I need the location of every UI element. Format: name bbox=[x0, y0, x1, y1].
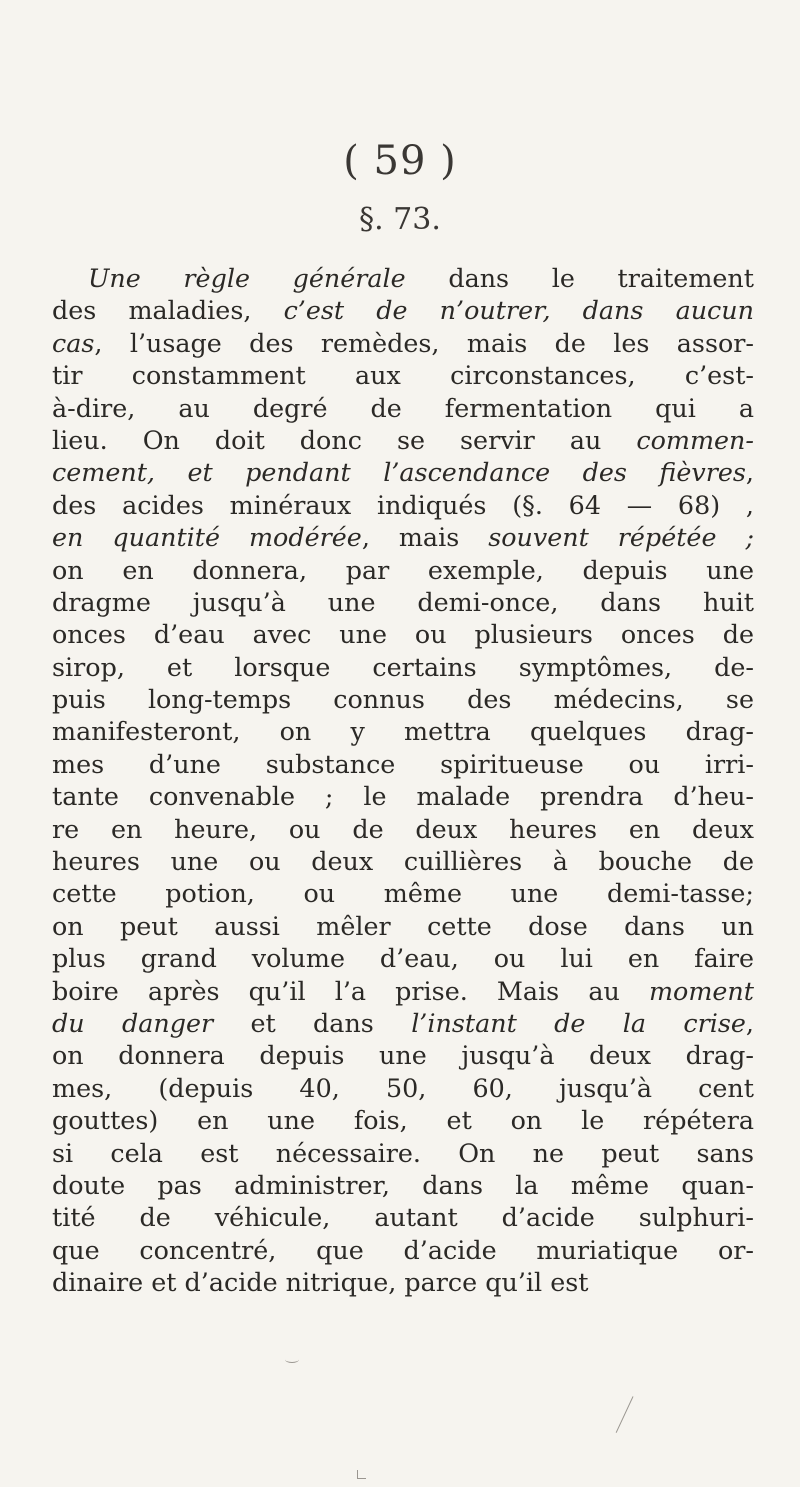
text-run: on donnera depuis une jusqu’à deux drag- bbox=[52, 1040, 754, 1071]
italic-run: cas bbox=[52, 327, 95, 358]
text-run: dinaire et d’acide nitrique, parce qu’il est bbox=[52, 1267, 589, 1298]
text-line bbox=[52, 651, 754, 683]
text-run: à-dire, au degré de fermentation qui a bbox=[52, 392, 754, 423]
italic-run: l’instant de la crise bbox=[411, 1007, 746, 1038]
text-run: on en donnera, par exemple, depuis une bbox=[52, 554, 754, 585]
paper-mark bbox=[357, 1470, 366, 1479]
text-line bbox=[52, 845, 754, 877]
text-line bbox=[52, 327, 754, 359]
text-run: tante convenable ; le malade prendra d’heu- bbox=[52, 781, 754, 812]
text-run: boire après qu’il l’a prise. Mais au bbox=[52, 975, 649, 1006]
text-run: doute pas administrer, dans la même quan- bbox=[52, 1169, 754, 1200]
text-run: , l’usage des remèdes, mais de les assor- bbox=[94, 327, 754, 358]
text-line bbox=[52, 813, 754, 845]
text-run: mes d’une substance spiritueuse ou irri- bbox=[52, 748, 754, 779]
text-line bbox=[52, 1104, 754, 1136]
text-line bbox=[52, 1266, 754, 1298]
text-run: cette potion, ou même une demi-tasse; bbox=[52, 878, 754, 909]
text-line bbox=[52, 424, 754, 456]
text-run: onces d’eau avec une ou plusieurs onces de bbox=[52, 619, 754, 650]
italic-run: moment bbox=[648, 975, 754, 1006]
text-line bbox=[52, 456, 754, 488]
text-line bbox=[52, 359, 754, 391]
text-run: dragme jusqu’à une demi-once, dans huit bbox=[52, 586, 754, 617]
text-run: puis long-temps connus des médecins, se bbox=[52, 684, 754, 715]
text-line bbox=[52, 683, 754, 715]
text-run: des maladies, bbox=[52, 295, 284, 326]
text-run: lieu. On doit donc se servir au bbox=[52, 424, 637, 455]
text-run: tir constamment aux circonstances, c’est- bbox=[52, 360, 754, 391]
italic-run: en quantité modérée bbox=[52, 522, 362, 553]
page-number: ( 59 ) bbox=[343, 138, 457, 184]
text-line bbox=[52, 586, 754, 618]
text-run: que concentré, que d’acide muriatique or- bbox=[52, 1234, 754, 1265]
body-text bbox=[52, 262, 754, 1299]
text-line bbox=[52, 975, 754, 1007]
text-line bbox=[52, 554, 754, 586]
text-run: sirop, et lorsque certains symptômes, de- bbox=[52, 651, 754, 682]
paper-mark bbox=[285, 1356, 299, 1363]
text-run: manifesteront, on y mettra quelques drag- bbox=[52, 716, 754, 747]
text-run: et dans bbox=[213, 1007, 412, 1038]
text-run: gouttes) en une fois, et on le répétera bbox=[52, 1105, 754, 1136]
paper-mark bbox=[616, 1396, 636, 1434]
italic-run: Une règle générale bbox=[88, 263, 406, 293]
text-line bbox=[52, 910, 754, 942]
text-run: si cela est nécessaire. On ne peut sans bbox=[52, 1137, 754, 1168]
text-line bbox=[52, 392, 754, 424]
text-run: plus grand volume d’eau, ou lui en faire bbox=[52, 943, 754, 974]
text-run: , mais bbox=[361, 522, 489, 553]
text-line bbox=[52, 521, 754, 553]
text-run: mes, (depuis 40, 50, 60, jusqu’à cent bbox=[52, 1072, 754, 1103]
text-run: heures une ou deux cuillières à bouche de bbox=[52, 846, 754, 877]
text-line bbox=[52, 1234, 754, 1266]
text-run: re en heure, ou de deux heures en deux bbox=[52, 813, 754, 844]
text-line bbox=[52, 1007, 754, 1039]
text-line bbox=[52, 877, 754, 909]
italic-run: souvent répétée ; bbox=[488, 522, 754, 553]
text-run: , bbox=[745, 1007, 754, 1038]
text-line bbox=[52, 294, 754, 326]
italic-run: cement, et pendant l’ascendance des fièvres bbox=[52, 457, 746, 488]
text-run: , bbox=[745, 457, 754, 488]
text-line bbox=[52, 780, 754, 812]
text-line bbox=[52, 262, 754, 294]
text-line bbox=[52, 1039, 754, 1071]
text-run: dans le traitement bbox=[405, 263, 754, 293]
italic-run: commen- bbox=[636, 424, 754, 455]
text-line bbox=[52, 1137, 754, 1169]
section-heading: §. 73. bbox=[359, 202, 441, 237]
text-line bbox=[52, 942, 754, 974]
text-run: des acides minéraux indiqués (§. 64 — 68) , bbox=[52, 489, 754, 520]
text-line bbox=[52, 1201, 754, 1233]
text-line bbox=[52, 489, 754, 521]
italic-run: du danger bbox=[52, 1007, 214, 1038]
text-line bbox=[52, 1072, 754, 1104]
text-line bbox=[52, 748, 754, 780]
text-run: on peut aussi mêler cette dose dans un bbox=[52, 910, 754, 941]
text-line bbox=[52, 1169, 754, 1201]
italic-run: c’est de n’outrer, dans aucun bbox=[283, 295, 754, 326]
text-run: tité de véhicule, autant d’acide sulphuri- bbox=[52, 1202, 754, 1233]
text-line bbox=[52, 618, 754, 650]
text-line bbox=[52, 715, 754, 747]
